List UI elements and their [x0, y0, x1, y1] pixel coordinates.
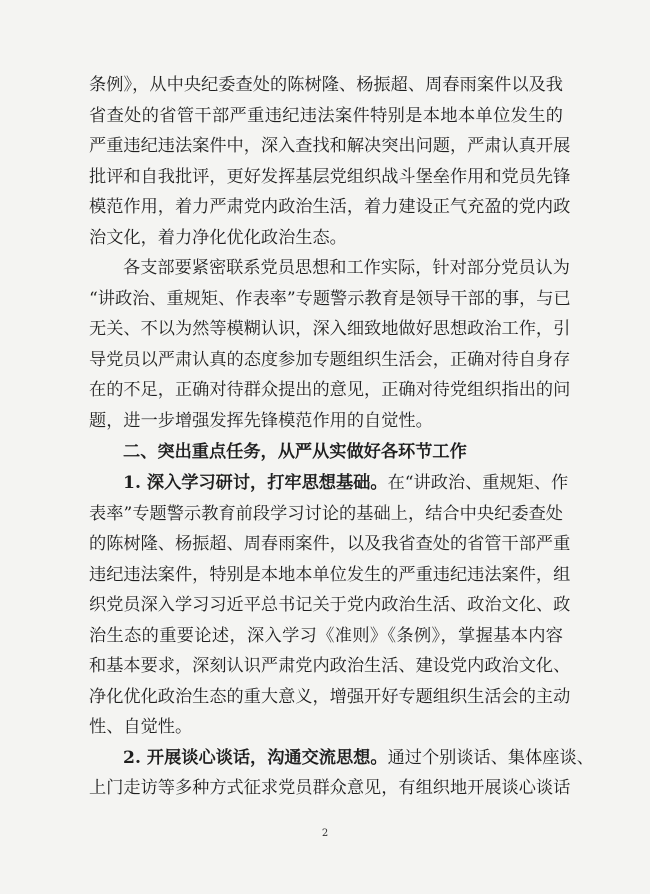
- text-line: 模范作用，着力严肃党内政治生活，着力建设正气充盈的党内政: [89, 197, 571, 217]
- text-line: 违纪违法案件，特别是本地本单位发生的严重违纪违法案件，组: [89, 564, 571, 585]
- item-text: 在“讲政治、重规矩、作: [387, 473, 569, 493]
- item-text: 通过个别谈话、集体座谈、: [387, 747, 594, 768]
- text-line: 性、自觉性。: [89, 717, 193, 737]
- text-line: 省查处的省管干部严重违纪违法案件特别是本地本单位发生的: [89, 105, 563, 126]
- text-line: 条例》，从中央纪委查处的陈树隆、杨振超、周春雨案件以及我: [89, 75, 563, 95]
- section-heading: 二、突出重点任务，从严从实做好各环节工作: [123, 442, 467, 462]
- text-line: 表率”专题警示教育前段学习讨论的基础上，结合中央纪委查处: [89, 503, 563, 524]
- text-line: 无关、不以为然等模糊认识，深入细致地做好思想政治工作，引: [89, 319, 571, 339]
- text-line: 批评和自我批评，更好发挥基层党组织战斗堡垒作用和党员先锋: [89, 166, 571, 187]
- item-lead: 1. 深入学习研讨，打牢思想基础。: [123, 473, 388, 493]
- paragraph: [89, 70, 571, 253]
- item-lead: 2. 开展谈心谈话，沟通交流思想。: [123, 747, 388, 768]
- text-line: “讲政治、重规矩、作表率”专题警示教育是领导干部的事，与已: [89, 288, 571, 309]
- text-line: 题，进一步增强发挥先锋模范作用的自觉性。: [89, 410, 433, 431]
- text-line: 上门走访等多种方式征求党员群众意见，有组织地开展谈心谈话: [89, 778, 571, 798]
- text-line: 治生态的重要论述，深入学习《准则》《条例》，掌握基本内容: [89, 625, 563, 646]
- text-line: 严重违纪违法案件中，深入查找和解决突出问题，严肃认真开展: [89, 136, 571, 156]
- text-line: 织党员深入学习习近平总书记关于党内政治生活、政治文化、政: [89, 595, 571, 615]
- document-body: [89, 70, 594, 804]
- text-line: 各支部要紧密联系党员思想和工作实际，针对部分党员认为: [123, 258, 570, 278]
- paragraph: [89, 253, 571, 436]
- text-line: 治文化，着力净化优化政治生态。: [89, 227, 347, 248]
- text-line: 的陈树隆、杨振超、周春雨案件，以及我省查处的省管干部严重: [89, 534, 571, 554]
- text-line: 净化优化政治生态的重大意义，增强开好专题组织生活会的主动: [89, 686, 571, 707]
- text-line: 在的不足，正确对待群众提出的意见，正确对待党组织指出的问: [89, 380, 571, 400]
- paragraph: [89, 743, 594, 804]
- text-line: [89, 743, 594, 774]
- text-line: [89, 468, 569, 499]
- text-line: 和基本要求，深刻认识严肃党内政治生活、建设党内政治文化、: [89, 656, 571, 676]
- paragraph: [89, 468, 571, 743]
- text-line: 导党员以严肃认真的态度参加专题组织生活会，正确对待自身存: [89, 349, 571, 370]
- page-number: 2: [321, 828, 329, 839]
